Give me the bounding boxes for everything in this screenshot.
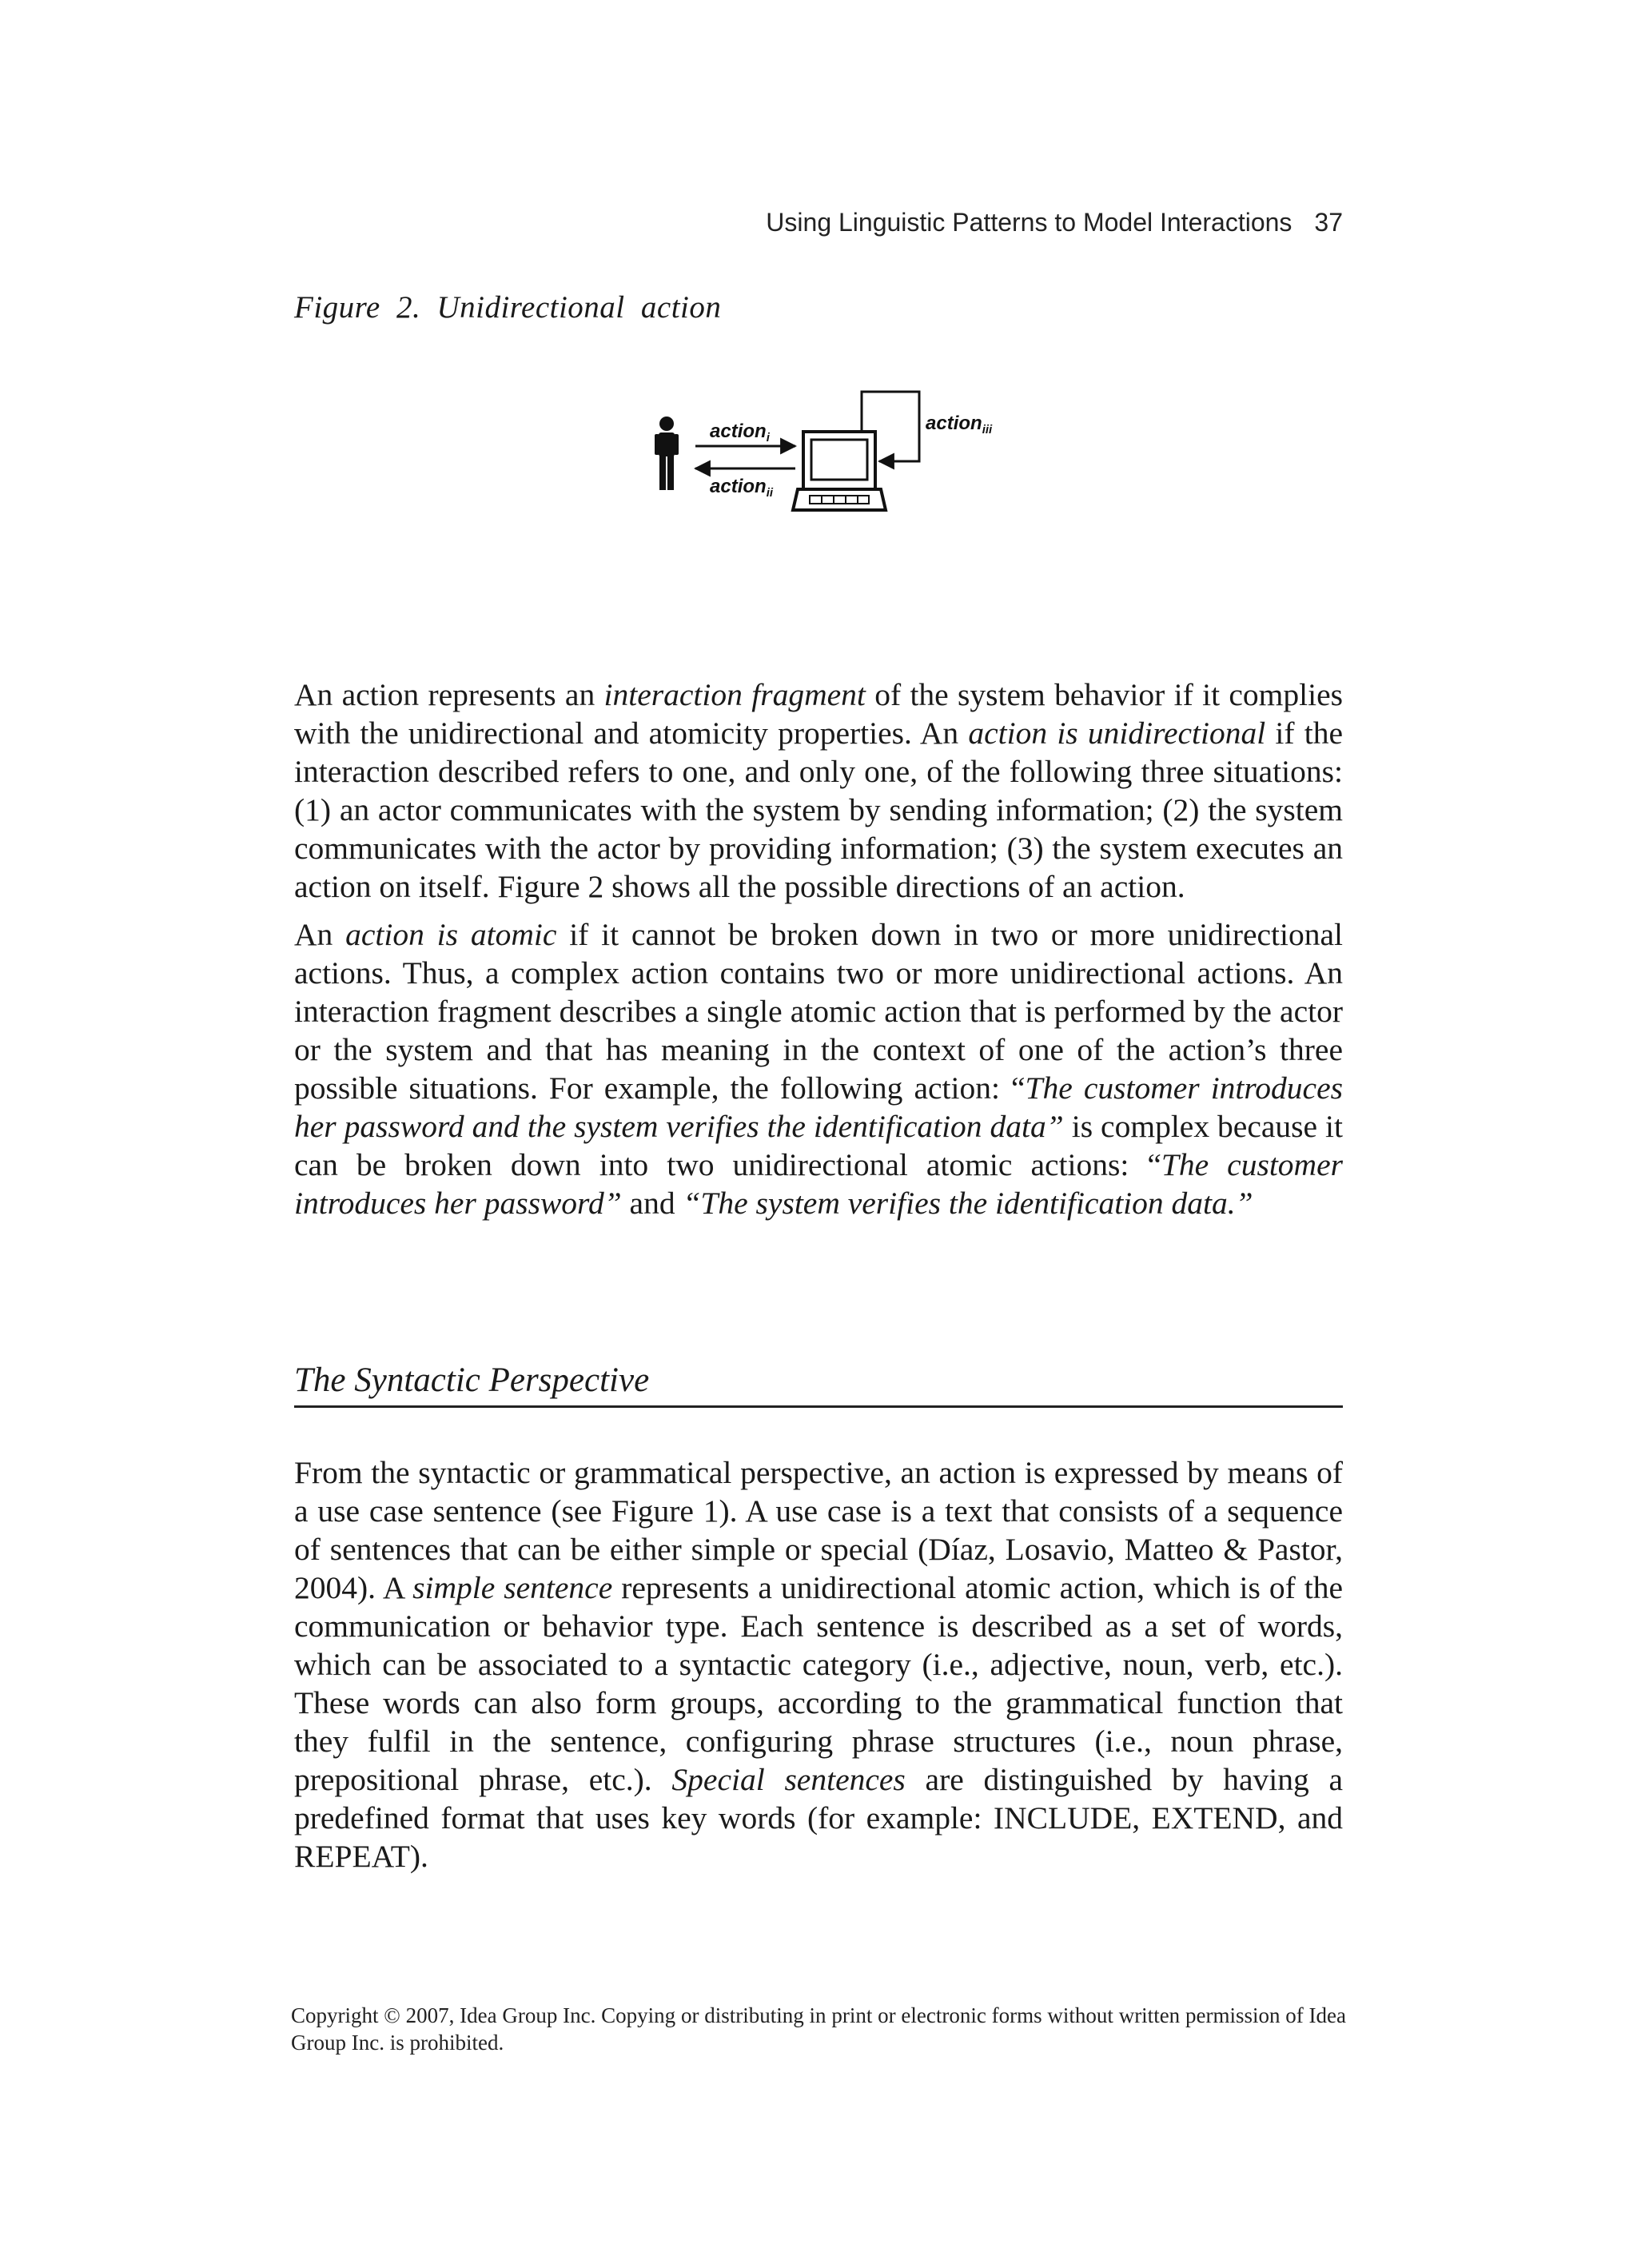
label-action-i: action$_i$ <box>710 421 770 444</box>
paragraph-atomic-action: An action is atomic if it cannot be broken down in two or more unidirectional actions. Thus, a complex action contains two or more unidirectional actions. An interaction fragment describes a single atomic action that is performed by the actor or the system and that has meaning in the context of one of the action’s three possible situations. For example, the following action: “The customer introduces her password and the system verifies the identification data” is complex because it can be broken down into two unidirectional atomic actions: “The customer introduces her password” and “The system verifies the identification data.” <box>294 917 1344 1221</box>
arrow-action-iii <box>862 392 919 461</box>
body-text-upper <box>294 676 1343 1232</box>
computer-icon <box>793 432 886 510</box>
person-icon <box>655 417 679 490</box>
label-action-ii: action$_{ii}$ <box>710 476 774 500</box>
label-action-iii: action$_{iii}$ <box>926 413 993 436</box>
figure-diagram <box>647 384 1031 520</box>
running-head <box>294 208 1343 237</box>
body-text-lower <box>294 1453 1343 1885</box>
paragraph-syntactic-perspective: From the syntactic or grammatical perspective, an action is expressed by means of a use case sentence (see Figure 1). A use case is a text that consists of a sequence of sentences that can be either simple or special (Díaz, Losavio, Matteo & Pastor, 2004). A simple sentence represents a unidirectional atomic action, which is of the communication or behavior type. Each sentence is described as a set of words, which can be associated to a syntactic category (i.e., adjective, noun, verb, etc.). These words can also form groups, according to the grammatical function that they fulfil in the sentence, configuring phrase structures (i.e., noun phrase, prepositional phrase, etc.). Special sentences are distinguished by having a predefined format that uses key words (for example: INCLUDE, EXTEND, and REPEAT). <box>294 1455 1344 1874</box>
figure-unidirectional-action <box>647 384 1031 520</box>
running-title: Using Linguistic Patterns to Model Interactions <box>766 208 1292 237</box>
paragraph-interaction-fragment: An action represents an interaction fragment of the system behavior if it complies with the unidirectional and atomicity properties. An action is unidirectional if the interaction described refers to one, and only one, of the following three situations: (1) an actor communicates with the system by sending information; (2) the system communicates with the actor by providing information; (3) the system executes an action on itself. Figure 2 shows all the possible directions of an action. <box>294 677 1344 904</box>
page-number: 37 <box>1314 208 1343 237</box>
figure-caption: Figure 2. Unidirectional action <box>294 290 722 325</box>
copyright-notice: Copyright © 2007, Idea Group Inc. Copying or distributing in print or electronic forms without written permission of Idea Group Inc. is prohibited. <box>291 2003 1346 2055</box>
section-heading: The Syntactic Perspective <box>294 1359 1343 1408</box>
